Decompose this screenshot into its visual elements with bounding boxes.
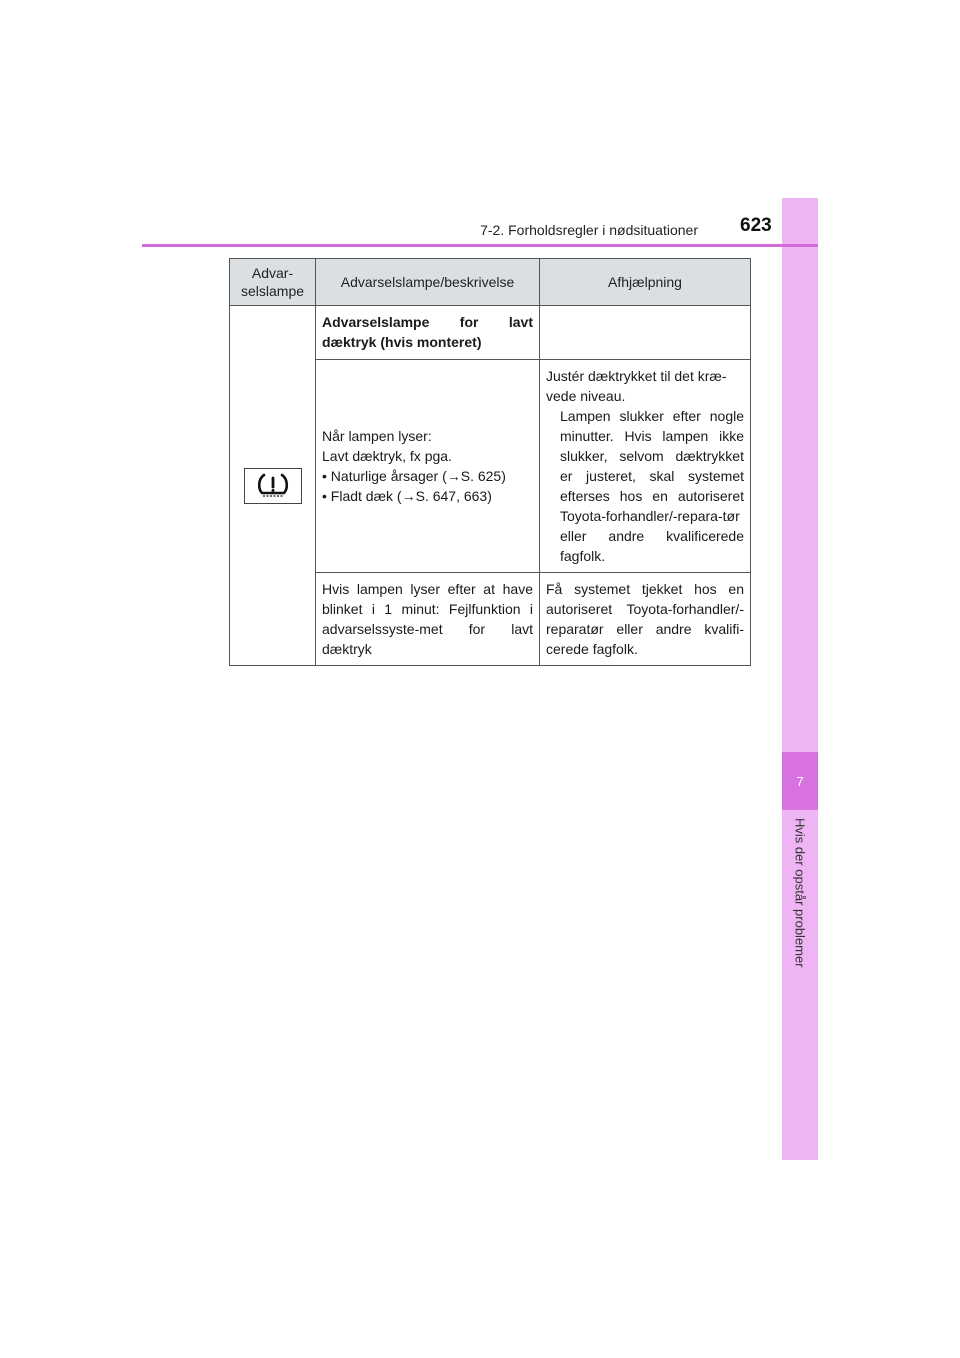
table-row [230, 306, 751, 360]
table-header-row [230, 259, 751, 306]
description-title: Advarselslampe for lavt dæktryk (hvis monteret) [316, 306, 540, 360]
warning-lamp-table [229, 258, 751, 666]
remedy-detail: Lampen slukker efter nogle minutter. Hvis lampen ikke slukker, selvom dæktrykket er justeret, skal systemet efterses hos en autoriseret Toyota-forhandler/-repara-tør eller andre kvalificerede fagfolk. [560, 408, 744, 564]
header-rule [142, 244, 818, 247]
column-header-lamp: Advar- selslampe [230, 259, 316, 306]
column-header-remedy: Afhjælpning [540, 259, 751, 306]
description-line: Lavt dæktryk, fx pga. [322, 448, 452, 464]
chapter-side-tab [782, 198, 818, 1160]
lamp-icon-cell [230, 306, 316, 666]
remedy-cell [540, 360, 751, 573]
description-cell [316, 360, 540, 573]
chapter-label: Hvis der opstår problemer [792, 818, 808, 968]
bullet-text: Fladt dæk (→S. 647, 663) [330, 488, 492, 504]
chapter-number: 7 [782, 752, 818, 810]
bullet-text: Naturlige årsager (→S. 625) [330, 468, 506, 484]
description-line: Når lampen lyser: [322, 428, 432, 444]
tire-pressure-warning-icon [244, 468, 302, 504]
remedy-empty [540, 306, 751, 360]
remedy-cell: Få systemet tjekket hos en autoriseret Toyota-forhandler/-reparatør eller andre kvalifi-cerede fagfolk. [540, 573, 751, 666]
column-header-description: Advarselslampe/beskrivelse [316, 259, 540, 306]
description-cell: Hvis lampen lyser efter at have blinket i 1 minut: Fejlfunktion i advarselssyste-met for lavt dæktryk [316, 573, 540, 666]
section-title: 7-2. Forholdsregler i nødsituationer [480, 222, 698, 238]
list-item: • Naturlige årsager (→S. 625) [322, 468, 506, 484]
remedy-lead: Justér dæktrykket til det kræ-vede niveau. [546, 368, 727, 404]
list-item: • Fladt dæk (→S. 647, 663) [322, 488, 492, 504]
page-number: 623 [740, 215, 772, 236]
